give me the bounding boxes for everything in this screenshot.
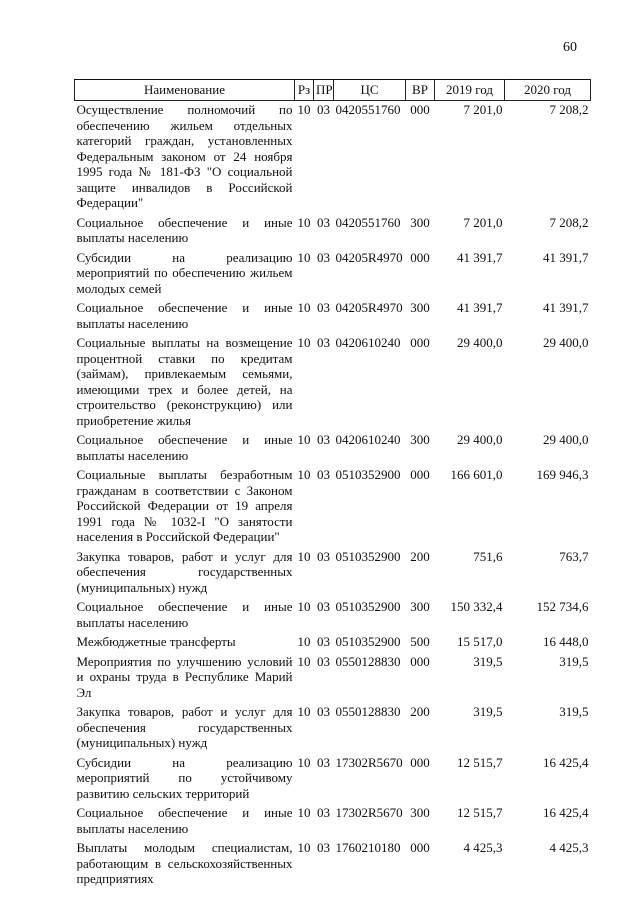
row-2019: 751,6 [473, 548, 503, 564]
row-rz: 10 [297, 805, 311, 820]
row-vr: 300 [410, 300, 430, 315]
row-pr: 03 [317, 300, 330, 315]
row-vr: 300 [410, 805, 430, 820]
row-2020: 16 425,4 [543, 805, 589, 820]
table-header-row [75, 80, 591, 101]
row-2019: 12 515,7 [457, 805, 503, 820]
row-pr: 03 [317, 653, 330, 669]
table-row [75, 633, 591, 653]
row-vr: 500 [410, 634, 430, 649]
row-name: Осуществление полномочий по обеспечению жильем отдельных категорий граждан, установленных Федеральным законом от 24 ноября 1995 года № 181-ФЗ "О социальной защите инвалидов в Российской Федерации" [76, 102, 293, 210]
row-2019: 150 332,4 [450, 599, 503, 614]
page-number: 60 [563, 40, 577, 55]
row-cs: 0550128830 [335, 704, 401, 719]
row-name: Закупка товаров, работ и услуг для обеспечения государственных (муниципальных) нужд [76, 548, 293, 595]
row-vr: 000 [410, 467, 430, 482]
row-2020: 169 946,3 [536, 467, 589, 482]
row-2020: 763,7 [559, 548, 589, 564]
row-rz: 10 [297, 704, 311, 719]
row-rz: 10 [297, 335, 311, 350]
row-vr: 200 [410, 548, 430, 564]
row-name: Социальное обеспечение и иные выплаты населению [76, 214, 293, 245]
row-rz: 10 [297, 432, 311, 447]
table-row [75, 548, 591, 599]
header-rz: Рз [295, 80, 314, 101]
table-row [75, 754, 591, 805]
row-rz: 10 [297, 467, 311, 482]
row-2020: 319,5 [559, 704, 589, 719]
row-cs: 0510352900 [335, 599, 401, 614]
row-2019: 15 517,0 [457, 634, 503, 649]
row-vr: 200 [410, 704, 430, 719]
row-rz: 10 [297, 599, 311, 614]
row-pr: 03 [317, 467, 330, 482]
row-2020: 29 400,0 [543, 335, 589, 350]
row-cs: 0510352900 [335, 634, 401, 649]
table-row [75, 299, 591, 334]
header-name: Наименование [75, 80, 295, 101]
row-rz: 10 [297, 840, 311, 855]
row-2019: 319,5 [473, 704, 503, 719]
row-2020: 16 448,0 [543, 634, 589, 649]
row-cs: 17302R5670 [335, 754, 403, 770]
row-2019: 29 400,0 [457, 335, 503, 350]
header-pr: ПР [314, 80, 334, 101]
row-pr: 03 [317, 102, 330, 117]
row-name: Социальное обеспечение и иные выплаты населению [76, 599, 293, 630]
row-2019: 41 391,7 [457, 249, 503, 265]
row-cs: 04205R4970 [335, 249, 403, 265]
table-row [75, 101, 591, 214]
row-name: Выплаты молодым специалистам, работающим в сельскохозяйственных предприятиях [76, 840, 293, 886]
row-name: Социальное обеспечение и иные выплаты населению [76, 300, 293, 331]
header-2019: 2019 год [435, 80, 505, 101]
row-name: Социальные выплаты на возмещение процентной ставки по кредитам (займам), привлекаемым семьями, имеющими трех и более детей, на строительство (реконструкцию) или приобретение жилья [76, 335, 293, 428]
row-pr: 03 [317, 840, 330, 855]
row-vr: 000 [410, 102, 430, 117]
row-vr: 300 [410, 599, 430, 614]
row-cs: 0510352900 [335, 548, 401, 564]
row-rz: 10 [297, 634, 311, 649]
row-vr: 000 [410, 335, 430, 350]
row-pr: 03 [317, 335, 330, 350]
row-pr: 03 [317, 214, 330, 230]
row-pr: 03 [317, 754, 330, 770]
row-cs: 0420551760 [335, 102, 401, 117]
row-vr: 000 [410, 840, 430, 855]
header-vr: ВР [406, 80, 435, 101]
row-vr: 000 [410, 754, 430, 770]
table-row [75, 653, 591, 704]
row-pr: 03 [317, 548, 330, 564]
row-2019: 41 391,7 [457, 300, 503, 315]
table-row [75, 839, 591, 890]
row-rz: 10 [297, 548, 311, 564]
row-2019: 7 201,0 [463, 214, 503, 230]
row-name: Мероприятия по улучшению условий и охраны труда в Республике Марий Эл [76, 653, 293, 700]
header-cs: ЦС [334, 80, 406, 101]
table-row [75, 466, 591, 548]
row-2019: 319,5 [473, 653, 503, 669]
row-2020: 29 400,0 [543, 432, 589, 447]
row-pr: 03 [317, 704, 330, 719]
row-2019: 12 515,7 [457, 754, 503, 770]
row-pr: 03 [317, 249, 330, 265]
table-row [75, 249, 591, 300]
row-cs: 0420551760 [335, 214, 401, 230]
header-2020: 2020 год [505, 80, 591, 101]
row-rz: 10 [297, 300, 311, 315]
row-2020: 4 425,3 [549, 840, 589, 855]
row-2019: 4 425,3 [463, 840, 503, 855]
row-cs: 0510352900 [335, 467, 401, 482]
row-rz: 10 [297, 214, 311, 230]
row-vr: 300 [410, 432, 430, 447]
row-pr: 03 [317, 634, 330, 649]
row-2020: 7 208,2 [549, 102, 589, 117]
row-cs: 0420610240 [335, 432, 401, 447]
row-2020: 16 425,4 [543, 754, 589, 770]
row-rz: 10 [297, 754, 311, 770]
row-name: Межбюджетные трансферты [76, 634, 236, 649]
table-row [75, 703, 591, 754]
row-rz: 10 [297, 249, 311, 265]
row-2020: 41 391,7 [543, 249, 589, 265]
row-vr: 000 [410, 249, 430, 265]
row-name: Социальное обеспечение и иные выплаты населению [76, 805, 293, 836]
row-2020: 7 208,2 [549, 214, 589, 230]
table-body [75, 101, 591, 890]
row-cs: 0420610240 [335, 335, 401, 350]
row-2019: 7 201,0 [463, 102, 503, 117]
row-vr: 300 [410, 214, 430, 230]
budget-table [74, 79, 591, 890]
table-row [75, 598, 591, 633]
row-pr: 03 [317, 599, 330, 614]
row-2020: 319,5 [559, 653, 589, 669]
row-pr: 03 [317, 805, 330, 820]
row-cs: 17302R5670 [335, 805, 403, 820]
row-cs: 04205R4970 [335, 300, 403, 315]
table-row [75, 431, 591, 466]
row-name: Социальное обеспечение и иные выплаты населению [76, 432, 293, 463]
row-pr: 03 [317, 432, 330, 447]
table-row [75, 214, 591, 249]
table-row [75, 334, 591, 431]
row-vr: 000 [410, 653, 430, 669]
row-name: Субсидии на реализацию мероприятий по обеспечению жильем молодых семей [76, 249, 293, 296]
row-2020: 152 734,6 [536, 599, 589, 614]
row-cs: 1760210180 [335, 840, 401, 855]
row-rz: 10 [297, 653, 311, 669]
table-row [75, 804, 591, 839]
row-name: Субсидии на реализацию мероприятий по устойчивому развитию сельских территорий [76, 754, 293, 801]
row-2020: 41 391,7 [543, 300, 589, 315]
row-name: Закупка товаров, работ и услуг для обеспечения государственных (муниципальных) нужд [76, 704, 293, 750]
row-name: Социальные выплаты безработным гражданам в соответствии с Законом Российской Федерации от 19 апреля 1991 года № 1032-I "О занятости населения в Российской Федерации" [76, 467, 293, 544]
row-2019: 166 601,0 [450, 467, 503, 482]
row-cs: 0550128830 [335, 653, 401, 669]
row-rz: 10 [297, 102, 311, 117]
row-2019: 29 400,0 [457, 432, 503, 447]
